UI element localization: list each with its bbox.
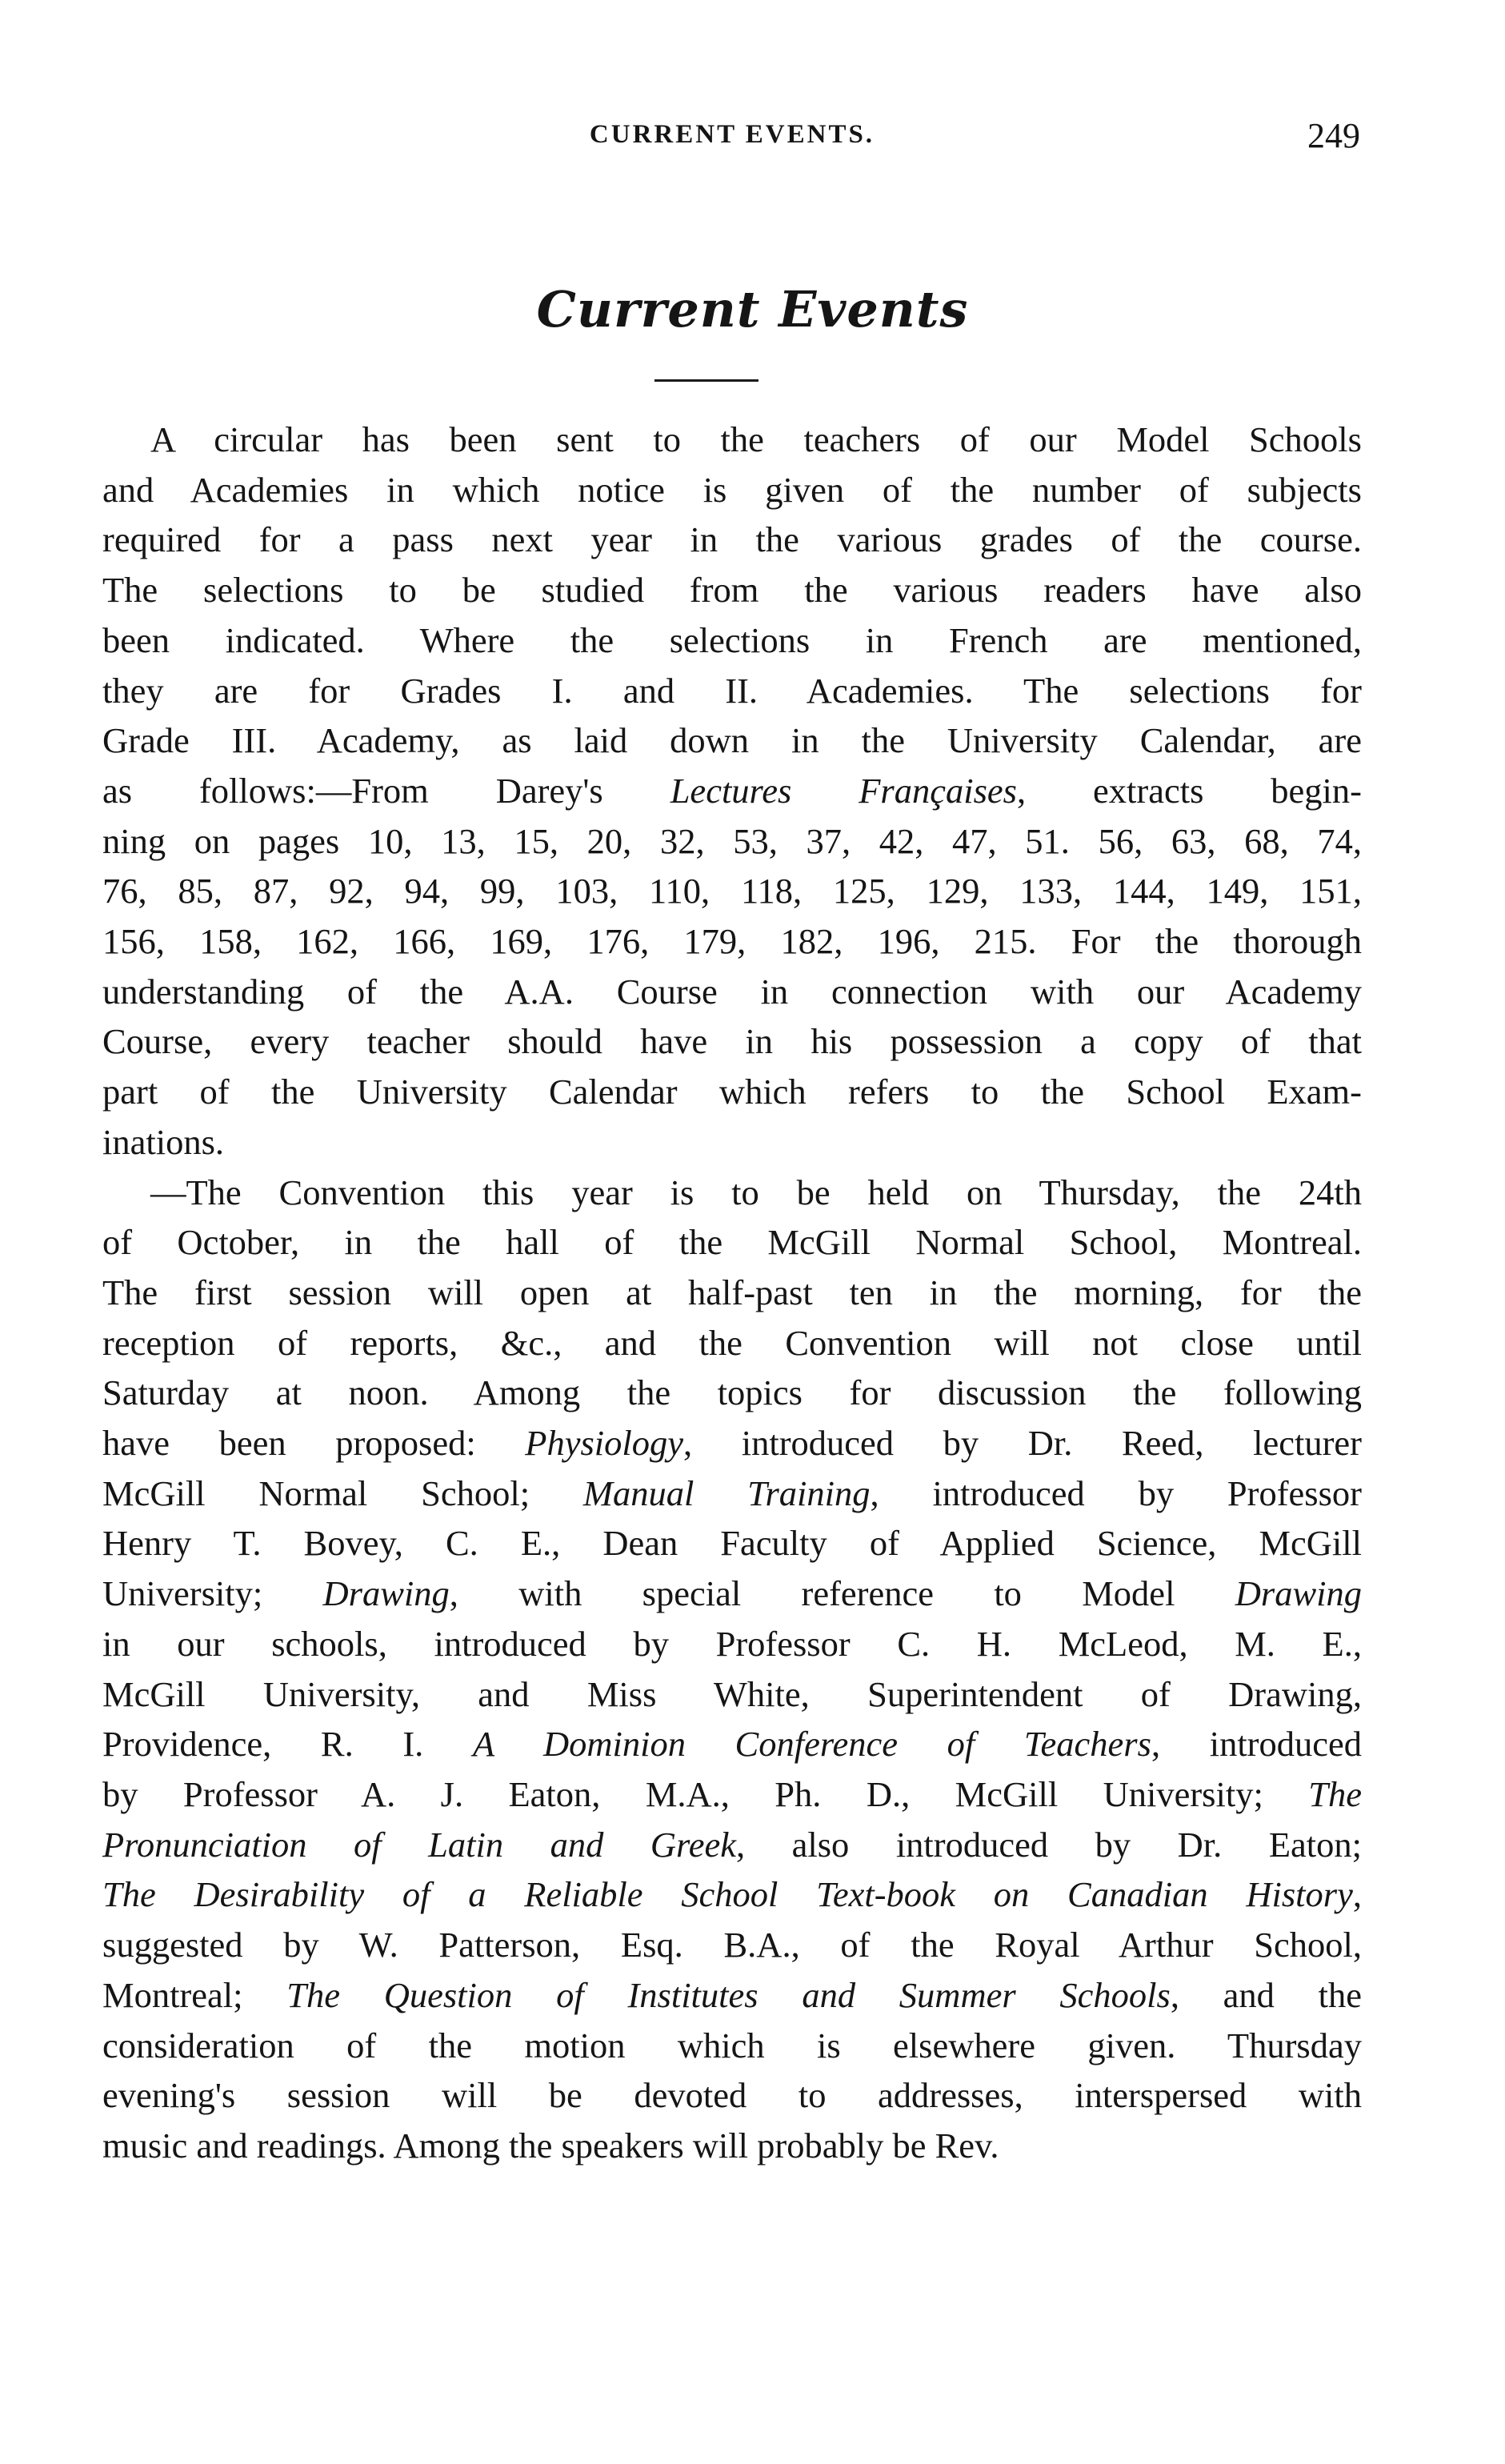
text-line: Henry T. Bovey, C. E., Dean Faculty of Applied Science, McGill xyxy=(102,1523,1362,1564)
text-line: McGill University, and Miss White, Superintendent of Drawing, xyxy=(102,1673,1362,1714)
text-line: Saturday at noon. Among the topics for discussion the following xyxy=(102,1372,1362,1413)
text-line: in our schools, introduced by Professor C. H. McLeod, M. E., xyxy=(102,1623,1362,1664)
text-line: required for a pass next year in the various grades of the course. xyxy=(102,519,1362,560)
text-line: The Desirability of a Reliable School Text-book on Canadian History, xyxy=(102,1874,1362,1915)
text-line: Pronunciation of Latin and Greek, also introduced by Dr. Eaton; xyxy=(102,1824,1362,1865)
text-line: McGill Normal School; Manual Training, introduced by Professor xyxy=(102,1472,1362,1513)
text-line: 156, 158, 162, 166, 169, 176, 179, 182, 196, 215. For the thorough xyxy=(102,921,1362,962)
text-line: suggested by W. Patterson, Esq. B.A., of the Royal Arthur School, xyxy=(102,1925,1362,1965)
text-line: Grade III. Academy, as laid down in the University Calendar, are xyxy=(102,720,1362,761)
heading-rule xyxy=(654,379,759,382)
text-line: evening's session will be devoted to addresses, interspersed with xyxy=(102,2075,1362,2116)
running-head xyxy=(104,116,1360,168)
text-line: of October, in the hall of the McGill Normal School, Montreal. xyxy=(102,1222,1362,1263)
text-line: A circular has been sent to the teachers of our Model Schools xyxy=(150,419,1362,459)
text-line: —The Convention this year is to be held on Thursday, the 24th xyxy=(150,1172,1362,1212)
running-title: CURRENT EVENTS. xyxy=(589,120,875,149)
text-line: music and readings. Among the speakers will probably be Rev. xyxy=(102,2125,999,2166)
text-line: they are for Grades I. and II. Academies. The selections for xyxy=(102,670,1362,711)
paragraph-convention xyxy=(102,1168,1362,2171)
text-line: The selections to be studied from the various readers have also xyxy=(102,570,1362,611)
text-line: reception of reports, &c., and the Convention will not close until xyxy=(102,1322,1362,1363)
text-line: consideration of the motion which is elsewhere given. Thursday xyxy=(102,2025,1362,2065)
text-line: been indicated. Where the selections in French are mentioned, xyxy=(102,619,1362,660)
text-line: part of the University Calendar which refers to the School Exam- xyxy=(102,1072,1362,1112)
page-number: 249 xyxy=(1307,116,1360,155)
text-line: as follows:—From Darey's Lectures Françaises, extracts begin- xyxy=(102,770,1362,811)
text-line: by Professor A. J. Eaton, M.A., Ph. D., McGill University; The xyxy=(102,1773,1362,1814)
text-line: ning on pages 10, 13, 15, 20, 32, 53, 37, 42, 47, 51. 56, 63, 68, 74, xyxy=(102,820,1362,861)
text-line: The first session will open at half-past ten in the morning, for the xyxy=(102,1272,1362,1312)
paragraph-circular xyxy=(102,415,1362,1168)
text-line: 76, 85, 87, 92, 94, 99, 103, 110, 118, 125, 129, 133, 144, 149, 151, xyxy=(102,871,1362,911)
text-line: University; Drawing, with special reference to Model Drawing xyxy=(102,1573,1362,1614)
text-line: Providence, R. I. A Dominion Conference of Teachers, introduced xyxy=(102,1724,1362,1765)
text-line: Course, every teacher should have in his possession a copy of that xyxy=(102,1021,1362,1062)
text-line: have been proposed: Physiology, introduced by Dr. Reed, lecturer xyxy=(102,1423,1362,1464)
section-heading: Current Events xyxy=(536,280,969,339)
text-line: Montreal; The Question of Institutes and Summer Schools, and the xyxy=(102,1974,1363,2015)
text-line: inations. xyxy=(102,1121,225,1162)
text-line: understanding of the A.A. Course in connection with our Academy xyxy=(102,971,1362,1012)
body-text xyxy=(102,415,1362,2171)
text-line: and Academies in which notice is given of the number of subjects xyxy=(102,469,1362,510)
